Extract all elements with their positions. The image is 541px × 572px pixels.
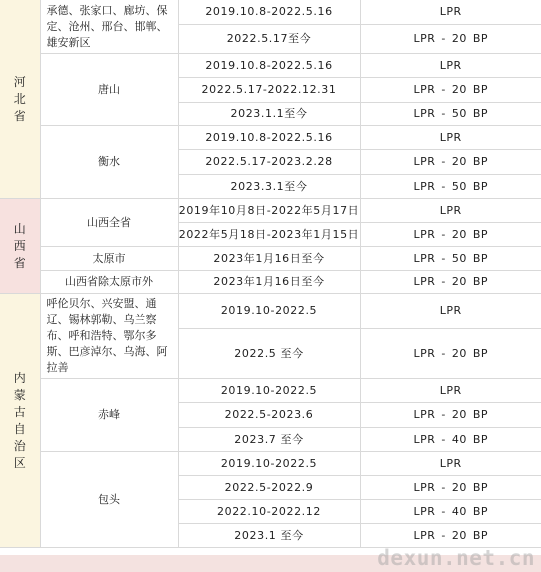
period-cell: 2023年1月16日至今 — [178, 271, 360, 294]
period-cell: 2019.10-2022.5 — [178, 452, 360, 476]
table-row — [0, 379, 541, 403]
city-cell: 山西全省 — [40, 199, 178, 247]
rate-cell: LPR - 20 BP — [360, 524, 541, 548]
city-cell: 太原市 — [40, 247, 178, 271]
table-row — [0, 126, 541, 150]
city-cell: 包头 — [40, 452, 178, 548]
rate-cell: LPR — [360, 199, 541, 223]
province-cell: 河北省 — [0, 0, 40, 199]
period-cell: 2022.5 至今 — [178, 329, 360, 379]
table-row — [0, 0, 541, 25]
province-cell: 山西省 — [0, 199, 40, 294]
table-row — [0, 452, 541, 476]
rate-cell: LPR — [360, 452, 541, 476]
period-cell: 2022.5.17-2022.12.31 — [178, 78, 360, 103]
period-cell: 2019.10-2022.5 — [178, 379, 360, 403]
inner-mongolia-section — [0, 294, 541, 548]
hebei-section — [0, 0, 541, 199]
table-row — [0, 247, 541, 271]
period-cell: 2023.7 至今 — [178, 428, 360, 452]
rate-cell: LPR - 50 BP — [360, 247, 541, 271]
rate-cell: LPR - 50 BP — [360, 175, 541, 199]
rate-cell: LPR - 20 BP — [360, 25, 541, 54]
period-cell: 2022.10-2022.12 — [178, 500, 360, 524]
rate-cell: LPR - 20 BP — [360, 403, 541, 428]
period-cell: 2022.5-2023.6 — [178, 403, 360, 428]
table-row — [0, 199, 541, 223]
period-cell: 2022.5.17至今 — [178, 25, 360, 54]
period-cell: 2022年5月18日-2023年1月15日 — [178, 223, 360, 247]
rate-cell: LPR - 20 BP — [360, 223, 541, 247]
period-cell: 2022.5-2022.9 — [178, 476, 360, 500]
period-cell: 2019.10-2022.5 — [178, 294, 360, 329]
rate-cell: LPR — [360, 54, 541, 78]
period-cell: 2022.5.17-2023.2.28 — [178, 150, 360, 175]
rate-cell: LPR — [360, 379, 541, 403]
table-row — [0, 294, 541, 329]
period-cell: 2019年10月8日-2022年5月17日 — [178, 199, 360, 223]
city-cell: 山西省除太原市外 — [40, 271, 178, 294]
rate-cell: LPR - 20 BP — [360, 150, 541, 175]
rate-cell: LPR — [360, 294, 541, 329]
city-cell: 呼伦贝尔、兴安盟、通辽、锡林郭勒、乌兰察布、呼和浩特、鄂尔多斯、巴彦淖尔、乌海、阿拉善 — [40, 294, 178, 379]
rate-cell: LPR — [360, 126, 541, 150]
table-row — [0, 271, 541, 294]
table-row — [0, 54, 541, 78]
province-cell: 内蒙古自治区 — [0, 294, 40, 548]
period-cell: 2019.10.8-2022.5.16 — [178, 126, 360, 150]
rate-cell: LPR - 20 BP — [360, 476, 541, 500]
rate-cell: LPR - 20 BP — [360, 78, 541, 103]
rate-cell: LPR — [360, 0, 541, 25]
rate-cell: LPR - 40 BP — [360, 428, 541, 452]
period-cell: 2019.10.8-2022.5.16 — [178, 0, 360, 25]
city-cell: 承德、张家口、廊坊、保定、沧州、邢台、邯郸、雄安新区 — [40, 0, 178, 54]
period-cell: 2023.1 至今 — [178, 524, 360, 548]
rate-cell: LPR - 40 BP — [360, 500, 541, 524]
watermark-text: dexun.net.cn — [377, 546, 535, 570]
city-cell: 赤峰 — [40, 379, 178, 452]
rate-cell: LPR - 20 BP — [360, 271, 541, 294]
rate-cell: LPR - 20 BP — [360, 329, 541, 379]
period-cell: 2023.1.1至今 — [178, 103, 360, 126]
period-cell: 2023年1月16日至今 — [178, 247, 360, 271]
city-cell: 衡水 — [40, 126, 178, 199]
shanxi-section — [0, 199, 541, 294]
period-cell: 2019.10.8-2022.5.16 — [178, 54, 360, 78]
city-cell: 唐山 — [40, 54, 178, 126]
period-cell: 2023.3.1至今 — [178, 175, 360, 199]
rate-cell: LPR - 50 BP — [360, 103, 541, 126]
